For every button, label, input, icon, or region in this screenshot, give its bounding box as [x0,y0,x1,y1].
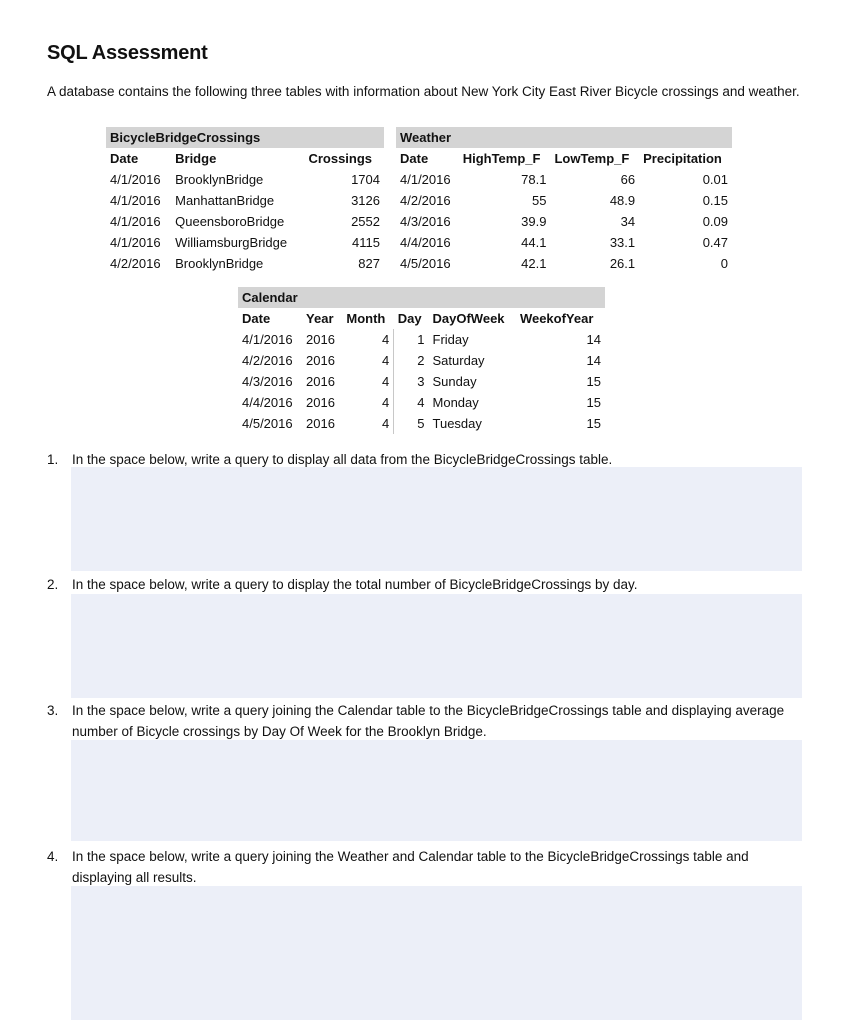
page-title: SQL Assessment [47,42,208,64]
table-row [238,392,605,413]
cell-bridge: ManhattanBridge [175,193,275,208]
cell-date: 4/1/2016 [110,193,161,208]
cell-precipitation: 0.01 [702,172,728,187]
cell-date: 4/3/2016 [400,214,451,229]
cell-day: 4 [417,395,425,410]
answer-area-4[interactable] [71,886,802,1020]
question-text: In the space below, write a query to display the total number of BicycleBridgeCrossings by day. [72,577,638,592]
cell-date: 4/3/2016 [242,374,293,389]
cell-month: 4 [342,413,393,434]
bicycle-header-bridge: Bridge [175,151,217,166]
cell-bridge: QueensboroBridge [175,214,285,229]
cell-day: 2 [417,353,425,368]
calendar-header-date: Date [242,311,271,326]
question-4 [47,846,787,888]
cell-date: 4/1/2016 [110,172,161,187]
table-row [396,190,732,211]
table-row [106,253,384,274]
question-number: 2. [47,577,59,592]
cell-dayofweek: Tuesday [432,416,482,431]
calendar-header-dayofweek: DayOfWeek [432,311,505,326]
cell-date: 4/5/2016 [242,416,293,431]
calendar-header-weekofyear: WeekofYear [519,311,594,326]
weather-header-hightemp: HighTemp_F [462,151,541,166]
cell-crossings: 827 [358,256,380,271]
cell-bridge: BrooklynBridge [175,256,264,271]
cell-lowtemp: 34 [620,214,636,229]
cell-date: 4/2/2016 [242,353,293,368]
cell-precipitation: 0.47 [702,235,728,250]
weather-table-title: Weather [396,127,732,148]
cell-weekofyear: 15 [586,374,601,389]
question-number: 4. [47,849,59,864]
question-number: 1. [47,452,59,467]
weather-table [396,127,732,274]
cell-hightemp: 78.1 [521,172,547,187]
cell-month: 4 [342,350,393,371]
bicycle-header-date: Date [110,151,139,166]
question-2 [47,574,787,595]
cell-year: 2016 [306,353,335,368]
cell-year: 2016 [306,374,335,389]
cell-day: 3 [417,374,425,389]
cell-date: 4/4/2016 [242,395,293,410]
calendar-table-title: Calendar [238,287,605,308]
table-row [106,190,384,211]
table-row [238,371,605,392]
cell-date: 4/1/2016 [242,332,293,347]
bicycle-header-crossings: Crossings [308,151,373,166]
cell-hightemp: 55 [532,193,547,208]
cell-date: 4/1/2016 [110,214,161,229]
cell-crossings: 1704 [351,172,380,187]
cell-hightemp: 39.9 [521,214,547,229]
question-3 [47,700,787,742]
cell-weekofyear: 15 [586,395,601,410]
table-row [396,211,732,232]
table-row [396,232,732,253]
cell-year: 2016 [306,395,335,410]
table-row [238,413,605,434]
cell-lowtemp: 26.1 [609,256,636,271]
table-row [396,169,732,190]
intro-paragraph: A database contains the following three tables with information about New York City East River Bicycle crossings and weather. [47,84,800,99]
cell-hightemp: 44.1 [521,235,547,250]
question-text: In the space below, write a query joining the Weather and Calendar table to the BicycleBridgeCrossings table and displaying all results. [72,849,749,885]
answer-area-1[interactable] [71,467,802,571]
bicycle-table-title: BicycleBridgeCrossings [106,127,384,148]
cell-lowtemp: 33.1 [609,235,636,250]
bicycle-bridge-crossings-table [106,127,384,274]
cell-crossings: 2552 [351,214,380,229]
cell-precipitation: 0.09 [702,214,728,229]
cell-precipitation: 0.15 [702,193,728,208]
cell-bridge: WilliamsburgBridge [175,235,288,250]
cell-crossings: 4115 [352,235,380,250]
cell-hightemp: 42.1 [521,256,547,271]
cell-date: 4/4/2016 [400,235,451,250]
table-row [238,350,605,371]
cell-lowtemp: 48.9 [609,193,636,208]
cell-crossings: 3126 [351,193,380,208]
weather-header-precipitation: Precipitation [643,151,722,166]
cell-dayofweek: Monday [432,395,479,410]
cell-dayofweek: Sunday [432,374,477,389]
cell-precipitation: 0 [720,256,728,271]
table-row [238,329,605,350]
cell-date: 4/2/2016 [110,256,161,271]
cell-lowtemp: 66 [620,172,636,187]
cell-weekofyear: 14 [586,353,601,368]
cell-year: 2016 [306,416,335,431]
cell-day: 1 [417,332,425,347]
weather-header-lowtemp: LowTemp_F [554,151,630,166]
calendar-table [238,287,605,434]
cell-weekofyear: 14 [586,332,601,347]
cell-month: 4 [342,392,393,413]
cell-month: 4 [342,329,393,350]
cell-year: 2016 [306,332,335,347]
weather-header-date: Date [400,151,429,166]
question-number: 3. [47,703,59,718]
cell-date: 4/1/2016 [400,172,451,187]
cell-dayofweek: Friday [432,332,469,347]
table-row [106,169,384,190]
calendar-header-year: Year [306,311,334,326]
question-text: In the space below, write a query to display all data from the BicycleBridgeCrossings table. [72,452,613,467]
calendar-header-month: Month [346,311,386,326]
answer-area-2[interactable] [71,594,802,698]
cell-date: 4/1/2016 [110,235,161,250]
table-row [106,211,384,232]
table-row [396,253,732,274]
question-text: In the space below, write a query joining the Calendar table to the BicycleBridgeCrossings table and displaying average number of Bicycle crossings by Day Of Week for the Brooklyn Bridge. [72,703,785,739]
cell-month: 4 [342,371,393,392]
cell-dayofweek: Saturday [432,353,485,368]
cell-date: 4/5/2016 [400,256,451,271]
cell-day: 5 [417,416,425,431]
table-row [106,232,384,253]
cell-weekofyear: 15 [586,416,601,431]
calendar-header-day: Day [397,311,422,326]
cell-bridge: BrooklynBridge [175,172,264,187]
answer-area-3[interactable] [71,740,802,841]
cell-date: 4/2/2016 [400,193,451,208]
